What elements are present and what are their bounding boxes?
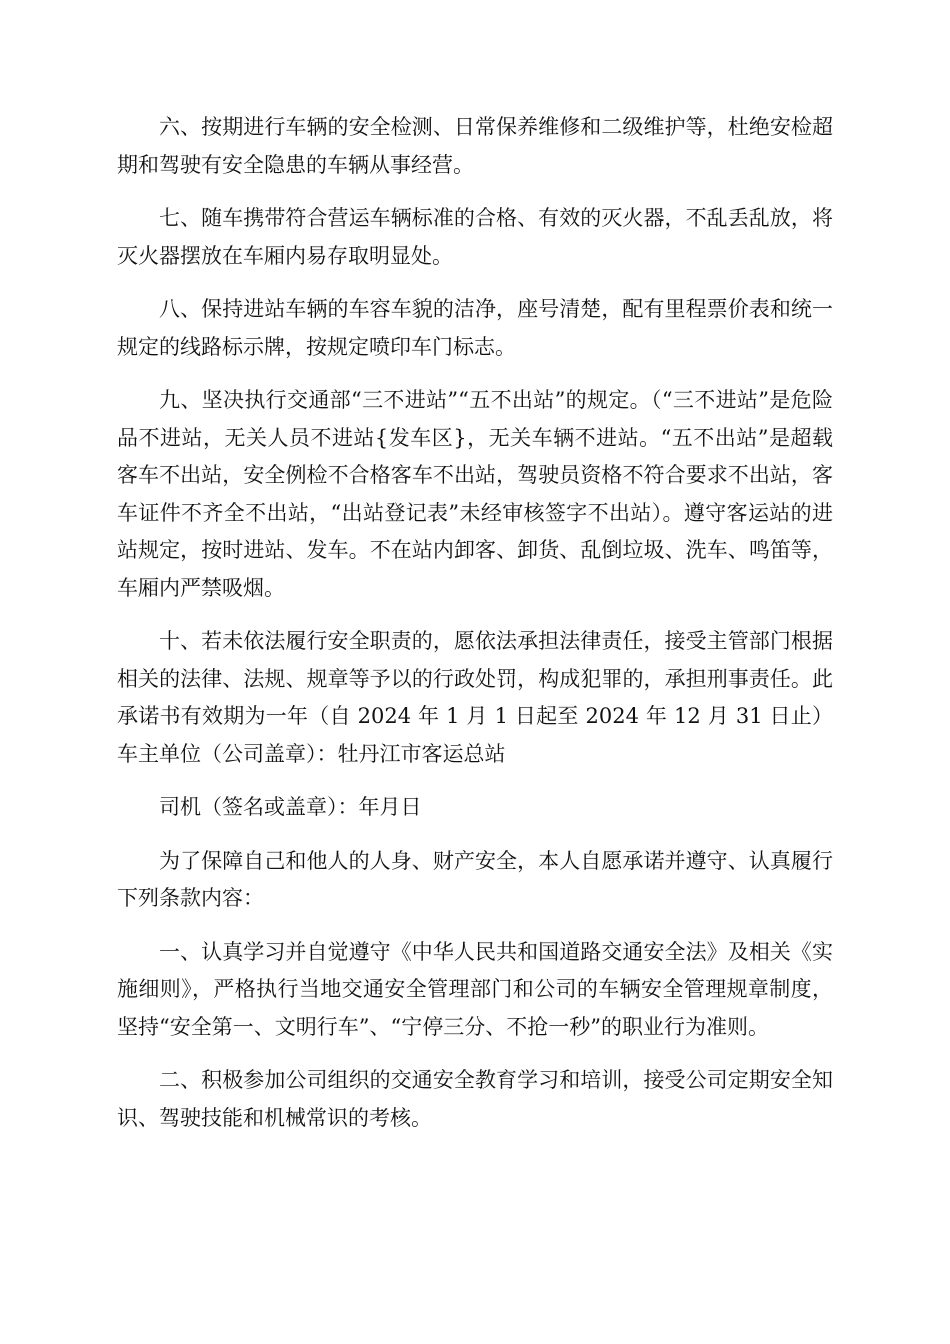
document-page (117, 109, 833, 1153)
clause-9-paragraph: 九、坚决执行交通部“三不进站”“五不出站”的规定。（“三不进站”是危险品不进站，无关人员不进站{发车区}，无关车辆不进站。“五不出站”是超载客车不出站，安全例检不合格客车不出站，驾驶员资格不符合要求不出站，客车证件不齐全不出站，“出站登记表”未经审核签字不出站）。遵守客运站的进站规定，按时进站、发车。不在站内卸客、卸货、乱倒垃圾、洗车、鸣笛等，车厢内严禁吸烟。 (117, 388, 833, 600)
clause-6-paragraph: 六、按期进行车辆的安全检测、日常保养维修和二级维护等，杜绝安检超期和驾驶有安全隐患的车辆从事经营。 (117, 115, 833, 177)
clause-1-paragraph: 一、认真学习并自觉遵守《中华人民共和国道路交通安全法》及相关《实施细则》，严格执行当地交通安全管理部门和公司的车辆安全管理规章制度，坚持“安全第一、文明行车”、“宁停三分、不抢一秒”的职业行为准则。 (117, 939, 833, 1039)
driver-signature-line: 司机（签名或盖章）：年月日 (159, 795, 422, 819)
clause-7-paragraph: 七、随车携带符合营运车辆标准的合格、有效的灭火器，不乱丢乱放，将灭火器摆放在车厢内易存取明显处。 (117, 206, 833, 268)
pledge-intro-paragraph: 为了保障自己和他人的人身、财产安全，本人自愿承诺并遵守、认真履行下列条款内容： (117, 848, 833, 910)
clause-10-paragraph: 十、若未依法履行安全职责的，愿依法承担法律责任，接受主管部门根据相关的法律、法规、规章等予以的行政处罚，构成犯罪的，承担刑事责任。此承诺书有效期为一年（自 2024 年 1 月 1 日起至 2024 年 12 月 31 日止）车主单位（公司盖章）：牡丹江市客运总站 (117, 629, 833, 766)
clause-8-paragraph: 八、保持进站车辆的车容车貌的洁净，座号清楚，配有里程票价表和统一规定的线路标示牌，按规定喷印车门标志。 (117, 297, 833, 359)
clause-2-paragraph: 二、积极参加公司组织的交通安全教育学习和培训，接受公司定期安全知识、驾驶技能和机械常识的考核。 (117, 1068, 833, 1130)
